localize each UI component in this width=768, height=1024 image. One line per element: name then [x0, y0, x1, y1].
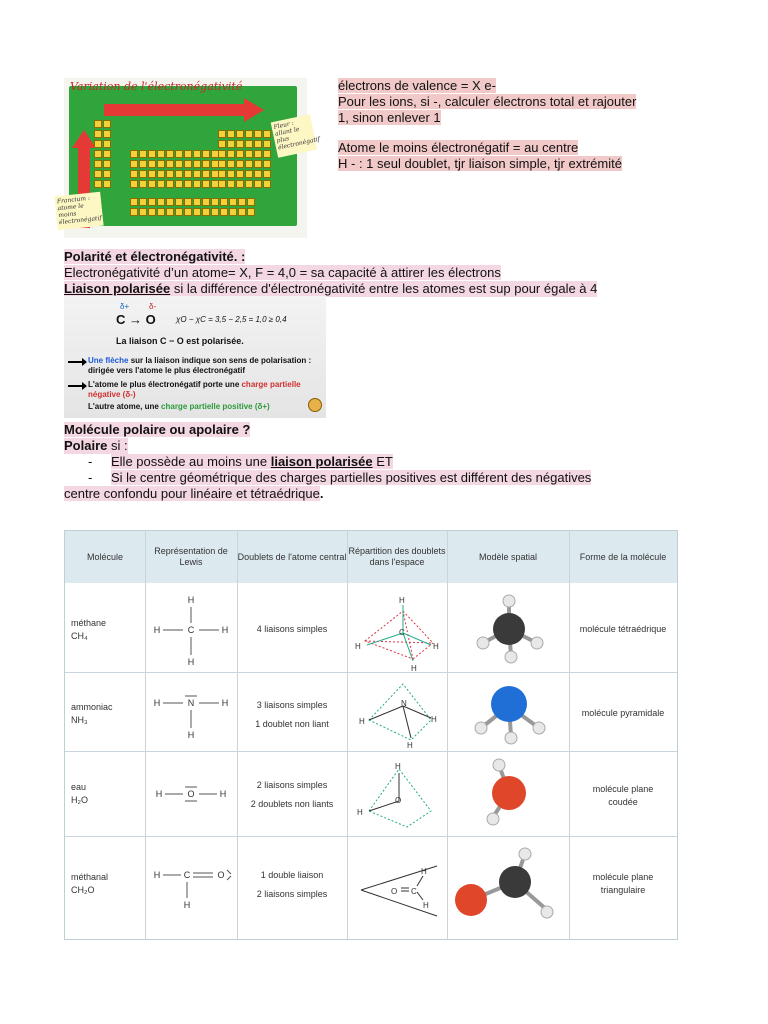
table-row-water: eau H₂O	[71, 782, 88, 805]
element-cell	[254, 170, 262, 178]
element-cell	[94, 130, 102, 138]
element-cell	[236, 130, 244, 138]
element-cell	[139, 180, 147, 188]
svg-text:H: H	[183, 900, 191, 910]
element-cell	[245, 160, 253, 168]
element-cell	[236, 160, 244, 168]
element-cell	[184, 198, 192, 206]
element-cell	[157, 170, 165, 178]
header-doublets: Doublets de l'atome central	[237, 551, 347, 562]
element-cell	[103, 130, 111, 138]
spatial-repartition-ammonia	[347, 672, 447, 752]
element-cell	[202, 150, 210, 158]
element-cell	[245, 170, 253, 178]
element-cell	[148, 198, 156, 206]
element-cell	[220, 198, 228, 206]
element-cell	[184, 160, 192, 168]
condition-note: centre confondu pour linéaire et tétraédrique	[64, 486, 320, 501]
element-cell	[193, 150, 201, 158]
forme-methane: molécule tétraédrique	[579, 624, 667, 634]
element-cell	[130, 160, 138, 168]
element-cell	[236, 170, 244, 178]
model-methane	[447, 583, 569, 673]
element-cell	[211, 170, 219, 178]
element-cell	[184, 180, 192, 188]
doublets-water: 2 liaisons simples 2 doublets non liants	[250, 780, 334, 809]
element-cell	[202, 180, 210, 188]
element-cell	[211, 160, 219, 168]
note-left: Francium : atome le moins électronégatif	[54, 192, 103, 231]
periodic-image-title: Variation de l'électronégativité	[70, 80, 243, 93]
lewis-water	[145, 751, 237, 837]
svg-text:N: N	[187, 698, 195, 708]
partial-positive-label: δ+	[120, 302, 130, 311]
table-row-methane: méthane CH₄	[71, 618, 107, 641]
svg-text:H: H	[359, 717, 365, 726]
note-line: Atome le moins électronégatif = au centre	[338, 140, 579, 155]
element-cell	[139, 208, 147, 216]
element-cell	[227, 140, 235, 148]
condition-1: Elle possède au moins une liaison polarisée ET	[111, 454, 393, 469]
element-cell	[103, 140, 111, 148]
element-cell	[236, 150, 244, 158]
element-cell	[202, 208, 210, 216]
element-cell	[263, 130, 271, 138]
svg-text:H: H	[187, 730, 195, 740]
element-cell	[166, 198, 174, 206]
bullet-dash: -	[88, 470, 93, 485]
svg-text:O: O	[391, 887, 398, 896]
element-cell	[247, 198, 255, 206]
element-cell	[157, 208, 165, 216]
element-cell	[166, 208, 174, 216]
doublets-methane: 4 liaisons simples	[256, 624, 328, 634]
svg-text:H: H	[421, 867, 427, 876]
element-cell	[166, 160, 174, 168]
co-bond: C → O	[116, 312, 156, 327]
spatial-repartition-methane	[347, 583, 447, 673]
header-lewis: Représentation de Lewis	[154, 546, 228, 567]
element-cell	[193, 208, 201, 216]
note-line: H - : 1 seul doublet, tjr liaison simple, tjr extrémité	[338, 156, 622, 171]
doublets-ammonia: 3 liaisons simples 1 doublet non liant	[255, 700, 329, 729]
element-cell	[245, 130, 253, 138]
svg-text:H: H	[153, 625, 161, 635]
element-cell	[202, 198, 210, 206]
partial-negative-label: δ-	[149, 302, 157, 311]
element-cell	[263, 150, 271, 158]
molecule-polarity-section: Molécule polaire ou apolaire ? Polaire si : - Elle possède au moins une liaison polarisée ET - Si le centre géométrique des charges partielles positives est différent des négatives centre confondu pour linéaire et tétraédrique.	[64, 422, 592, 501]
element-cell	[229, 208, 237, 216]
element-cell	[103, 160, 111, 168]
svg-text:H: H	[423, 901, 429, 910]
element-cell	[245, 140, 253, 148]
element-cell	[148, 208, 156, 216]
lewis-methane	[145, 583, 237, 673]
valence-notes	[338, 78, 636, 172]
bullet-positive-charge: L'autre atome, une charge partielle positive (δ+)	[88, 402, 270, 411]
element-cell	[254, 180, 262, 188]
condition-2: Si le centre géométrique des charges partielles positives est différent des négatives	[111, 470, 592, 485]
element-cell	[236, 180, 244, 188]
svg-text:O: O	[395, 796, 402, 805]
svg-text:C: C	[187, 625, 195, 635]
svg-text:H: H	[357, 808, 363, 817]
element-cell	[238, 198, 246, 206]
element-cell	[103, 180, 111, 188]
element-cell	[202, 170, 210, 178]
element-cell	[157, 180, 165, 188]
model-water	[447, 751, 569, 837]
element-cell	[157, 160, 165, 168]
forme-methanal: molécule plane triangulaire	[592, 872, 654, 895]
header-modele: Modèle spatial	[478, 551, 538, 562]
element-cell	[238, 208, 246, 216]
element-cell	[130, 180, 138, 188]
svg-text:C: C	[183, 870, 191, 880]
svg-text:H: H	[411, 664, 417, 673]
element-cell	[175, 198, 183, 206]
element-cell	[103, 170, 111, 178]
element-cell	[148, 180, 156, 188]
bullet-dash: -	[88, 454, 93, 469]
svg-text:H: H	[399, 596, 405, 605]
element-cell	[193, 198, 201, 206]
model-methanal	[447, 836, 569, 938]
element-cell	[263, 170, 271, 178]
svg-text:H: H	[355, 642, 361, 651]
note-line: 1, sinon enlever 1	[338, 110, 441, 125]
element-cell	[254, 130, 262, 138]
element-cell	[193, 180, 201, 188]
element-cell	[247, 208, 255, 216]
svg-text:H: H	[187, 657, 195, 667]
publisher-logo	[308, 398, 322, 412]
element-cell	[220, 208, 228, 216]
element-cell	[211, 208, 219, 216]
element-cell	[218, 160, 226, 168]
element-cell	[166, 150, 174, 158]
bullet-arrow-meaning: Une flèche sur la liaison indique son sens de polarisation : dirigée vers l'atome le plus électronégatif	[88, 356, 312, 375]
element-cell	[130, 150, 138, 158]
element-cell	[227, 170, 235, 178]
element-cell	[184, 170, 192, 178]
doublets-methanal: 1 double liaison 2 liaisons simples	[256, 870, 328, 899]
table-row-methanal: méthanal CH₂O	[71, 872, 109, 895]
svg-text:C: C	[399, 628, 405, 637]
element-cell	[202, 160, 210, 168]
svg-text:H: H	[395, 762, 401, 771]
element-cell	[193, 160, 201, 168]
element-cell	[148, 150, 156, 158]
element-cell	[218, 140, 226, 148]
svg-text:H: H	[155, 789, 163, 799]
lewis-ammonia	[145, 672, 237, 752]
spatial-repartition-water	[347, 751, 447, 837]
element-cell	[94, 170, 102, 178]
element-cell	[130, 170, 138, 178]
element-cell	[103, 150, 111, 158]
polaire-term: Polaire	[64, 438, 108, 453]
element-cell	[139, 160, 147, 168]
element-cell	[103, 120, 111, 128]
polarisation-image	[64, 296, 326, 418]
element-cell	[130, 198, 138, 206]
element-cell	[148, 160, 156, 168]
molecule-heading: Molécule polaire ou apolaire ?	[64, 422, 251, 437]
element-cell	[139, 150, 147, 158]
element-cell	[157, 150, 165, 158]
liaison-polarisee-term: Liaison polarisée	[64, 281, 171, 296]
element-cell	[211, 150, 219, 158]
element-cell	[211, 180, 219, 188]
element-cell	[139, 198, 147, 206]
element-cell	[193, 170, 201, 178]
header-repartition: Répartition des doublets dans l'espace	[348, 546, 446, 567]
forme-ammonia: molécule pyramidale	[581, 708, 665, 718]
element-cell	[227, 180, 235, 188]
note-right: Fleur : allant le plus électronégatif	[271, 114, 318, 158]
periodic-table-image	[56, 78, 321, 238]
element-cell	[175, 160, 183, 168]
element-cell	[94, 140, 102, 148]
element-cell	[166, 180, 174, 188]
table-row-ammonia: ammoniac NH₃	[71, 702, 113, 725]
section-line: si la différence d'électronégativité entre les atomes est sup pour égale à 4	[170, 281, 598, 296]
forme-water: molécule plane coudée	[592, 784, 654, 807]
element-cell	[254, 160, 262, 168]
element-cell	[94, 160, 102, 168]
molecule-geometry-table	[64, 530, 678, 940]
element-cell	[175, 170, 183, 178]
polarised-statement: La liaison C − O est polarisée.	[116, 336, 244, 346]
svg-text:H: H	[221, 698, 229, 708]
svg-text:H: H	[219, 789, 227, 799]
element-cell	[184, 150, 192, 158]
header-molecule: Molécule	[86, 551, 124, 562]
svg-text:H: H	[433, 642, 439, 651]
element-cell	[139, 170, 147, 178]
spatial-repartition-methanal	[347, 836, 447, 938]
element-cell	[236, 140, 244, 148]
element-cell	[245, 180, 253, 188]
element-cell	[94, 180, 102, 188]
arrow-icon	[68, 385, 84, 387]
electronegativity-calculation: χO − χC = 3,5 − 2,5 = 1,0 ≥ 0,4	[176, 315, 287, 324]
element-cell	[227, 150, 235, 158]
svg-text:H: H	[221, 625, 229, 635]
svg-text:H: H	[431, 715, 437, 724]
svg-text:C: C	[411, 887, 417, 896]
element-cell	[263, 140, 271, 148]
element-cell	[254, 150, 262, 158]
element-cell	[166, 170, 174, 178]
section-heading: Polarité et électronégativité. :	[64, 249, 246, 264]
svg-text:H: H	[187, 595, 195, 605]
lewis-methanal	[145, 836, 237, 938]
element-cell	[130, 208, 138, 216]
note-line: électrons de valence = X e-	[338, 78, 496, 93]
element-cell	[94, 120, 102, 128]
element-cell	[175, 150, 183, 158]
element-cell	[254, 140, 262, 148]
note-line: Pour les ions, si -, calculer électrons total et rajouter	[338, 94, 637, 109]
element-cell	[157, 198, 165, 206]
element-cell	[211, 198, 219, 206]
element-cell	[184, 208, 192, 216]
svg-text:H: H	[407, 741, 413, 750]
bullet-negative-charge: L'atome le plus électronégatif porte une charge partielle négative (δ-)	[88, 380, 301, 399]
element-cell	[148, 170, 156, 178]
element-cell	[218, 130, 226, 138]
element-cell	[263, 180, 271, 188]
svg-text:N: N	[401, 699, 407, 708]
model-ammonia	[447, 672, 569, 752]
element-cell	[218, 170, 226, 178]
section-line: Electronégativité d’un atome= X, F = 4,0 = sa capacité à attirer les électrons	[64, 265, 501, 280]
element-cell	[263, 160, 271, 168]
header-forme: Forme de la molécule	[579, 551, 667, 562]
element-cell	[229, 198, 237, 206]
svg-text:O: O	[187, 789, 195, 799]
element-cell	[227, 160, 235, 168]
svg-text:H: H	[153, 870, 161, 880]
svg-text:H: H	[153, 698, 161, 708]
element-cell	[218, 150, 226, 158]
element-cell	[94, 150, 102, 158]
element-cell	[245, 150, 253, 158]
element-cell	[175, 208, 183, 216]
arrow-icon	[68, 361, 84, 363]
element-cell	[227, 130, 235, 138]
svg-text:O: O	[217, 870, 225, 880]
element-cell	[175, 180, 183, 188]
polarity-section	[64, 249, 704, 297]
element-cell	[218, 180, 226, 188]
